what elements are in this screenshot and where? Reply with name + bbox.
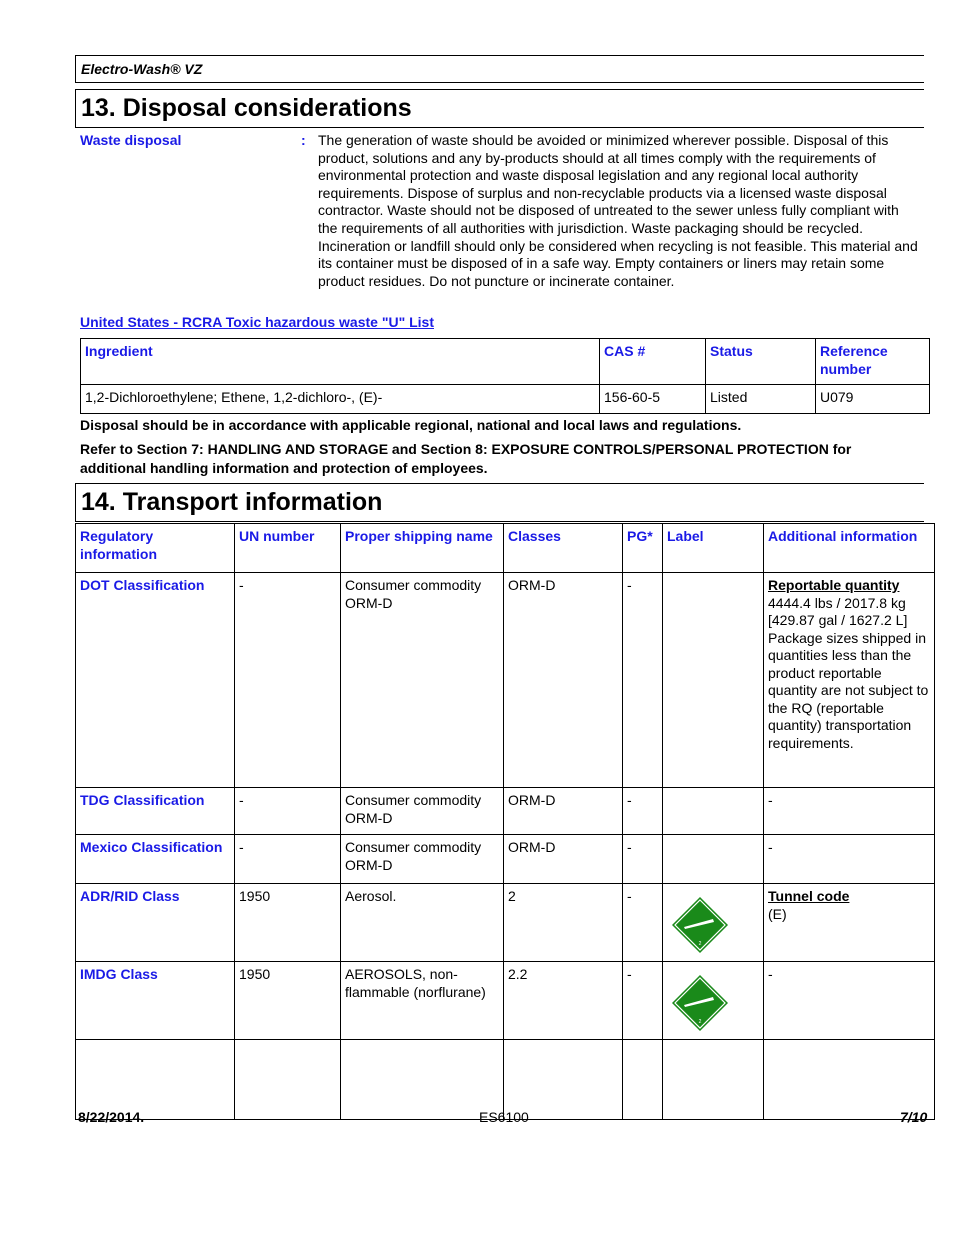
class-cell: ORM-D: [504, 788, 623, 835]
reference-cell: U079: [816, 385, 930, 414]
table-row: [76, 835, 935, 884]
product-name: Electro-Wash® VZ: [81, 61, 203, 77]
additional-cell: -: [764, 788, 935, 835]
label-cell: [663, 962, 764, 1040]
header-classes: Classes: [504, 524, 623, 573]
footer-page-number: 7/10: [900, 1109, 928, 1125]
svg-text:2: 2: [698, 1019, 702, 1025]
pg-cell: -: [623, 788, 663, 835]
document-header: [75, 55, 924, 83]
non-flammable-gas-placard-icon: [671, 974, 729, 1032]
un-cell: -: [235, 788, 341, 835]
un-cell: 1950: [235, 884, 341, 962]
svg-text:2: 2: [698, 941, 702, 947]
un-cell: -: [235, 835, 341, 884]
class-cell: 2: [504, 884, 623, 962]
class-cell: ORM-D: [504, 835, 623, 884]
section-14-heading: [75, 483, 924, 522]
label-cell: [663, 884, 764, 962]
name-cell: Consumer commodity ORM-D: [341, 788, 504, 835]
regulatory-cell: Mexico Classification: [76, 835, 235, 884]
header-status: Status: [706, 339, 816, 385]
additional-title: Reportable quantity: [768, 577, 900, 593]
header-reference-number: Reference number: [816, 339, 930, 385]
rcra-table: [80, 338, 930, 414]
additional-cell: -: [764, 835, 935, 884]
rcra-list-link[interactable]: United States - RCRA Toxic hazardous waste "U" List: [80, 314, 434, 330]
empty-cell: [504, 1040, 623, 1120]
header-shipping-name: Proper shipping name: [341, 524, 504, 573]
non-flammable-gas-placard-icon: [671, 896, 729, 954]
empty-cell: [235, 1040, 341, 1120]
waste-disposal-label: Waste disposal: [80, 132, 182, 148]
cas-cell: 156-60-5: [600, 385, 706, 414]
header-ingredient: Ingredient: [81, 339, 600, 385]
table-row: [76, 1040, 935, 1120]
table-row: [76, 573, 935, 788]
footer-date: 8/22/2014.: [78, 1109, 145, 1125]
refer-note: Refer to Section 7: HANDLING AND STORAGE and Section 8: EXPOSURE CONTROLS/PERSONAL PROTECTION for additional handling information and protection of employees.: [80, 441, 852, 476]
empty-cell: [341, 1040, 504, 1120]
header-pg: PG*: [623, 524, 663, 573]
regulatory-cell: DOT Classification: [76, 573, 235, 788]
additional-text: (E): [768, 905, 787, 922]
additional-title: Tunnel code: [768, 888, 850, 904]
additional-text: 4444.4 lbs / 2017.8 kg [429.87 gal / 1627.2 L] Package sizes shipped in quantities less than the product reportable quantity are not subject to the RQ (reportable quantity) transportation requirements.: [768, 594, 929, 751]
header-regulatory: Regulatory information: [76, 524, 235, 573]
section-title: 13. Disposal considerations: [81, 94, 412, 122]
empty-cell: [663, 1040, 764, 1120]
name-cell: Consumer commodity ORM-D: [341, 835, 504, 884]
label-cell: [663, 573, 764, 788]
additional-cell: [764, 884, 935, 962]
section-13-heading: [75, 89, 924, 128]
header-un-number: UN number: [235, 524, 341, 573]
table-row: [76, 788, 935, 835]
regulatory-cell: ADR/RID Class: [76, 884, 235, 962]
class-cell: 2.2: [504, 962, 623, 1040]
additional-cell: -: [764, 962, 935, 1040]
name-cell: Aerosol.: [341, 884, 504, 962]
class-cell: ORM-D: [504, 573, 623, 788]
pg-cell: -: [623, 835, 663, 884]
page: [75, 55, 929, 1140]
additional-cell: [764, 573, 935, 788]
name-cell: AEROSOLS, non-flammable (norflurane): [341, 962, 504, 1040]
empty-cell: [623, 1040, 663, 1120]
section-title: 14. Transport information: [81, 488, 383, 516]
table-row: [76, 962, 935, 1040]
disposal-note: Disposal should be in accordance with applicable regional, national and local laws and regulations.: [80, 417, 742, 433]
un-cell: -: [235, 573, 341, 788]
colon: :: [301, 132, 306, 148]
label-cell: [663, 835, 764, 884]
header-additional: Additional information: [764, 524, 935, 573]
header-cas: CAS #: [600, 339, 706, 385]
label-cell: [663, 788, 764, 835]
un-cell: 1950: [235, 962, 341, 1040]
regulatory-cell: IMDG Class: [76, 962, 235, 1040]
pg-cell: -: [623, 884, 663, 962]
empty-cell: [76, 1040, 235, 1120]
ingredient-cell: 1,2-Dichloroethylene; Ethene, 1,2-dichloro-, (E)-: [81, 385, 600, 414]
footer-code: ES6100: [479, 1109, 529, 1125]
waste-disposal-text: The generation of waste should be avoided or minimized wherever possible. Disposal of this product, solutions and any by-products should at all times comply with the requirements of environmental protection and waste disposal legislation and any regional local authority requirements. Dispose of surplus and non-recyclable products via a licensed waste disposal contractor. Waste should not be disposed of untreated to the sewer unless fully compliant with the requirements of all authorities with jurisdiction. Waste packaging should be recycled. Incineration or landfill should only be considered when recycling is not feasible. This material and its container must be disposed of in a safe way. Empty containers or liners may retain some product residues. Do not puncture or incinerate container.: [318, 132, 918, 289]
name-cell: Consumer commodity ORM-D: [341, 573, 504, 788]
pg-cell: -: [623, 962, 663, 1040]
transport-table: [75, 523, 935, 1120]
empty-cell: [764, 1040, 935, 1120]
table-row: [76, 884, 935, 962]
status-cell: Listed: [706, 385, 816, 414]
header-label: Label: [663, 524, 764, 573]
regulatory-cell: TDG Classification: [76, 788, 235, 835]
pg-cell: -: [623, 573, 663, 788]
